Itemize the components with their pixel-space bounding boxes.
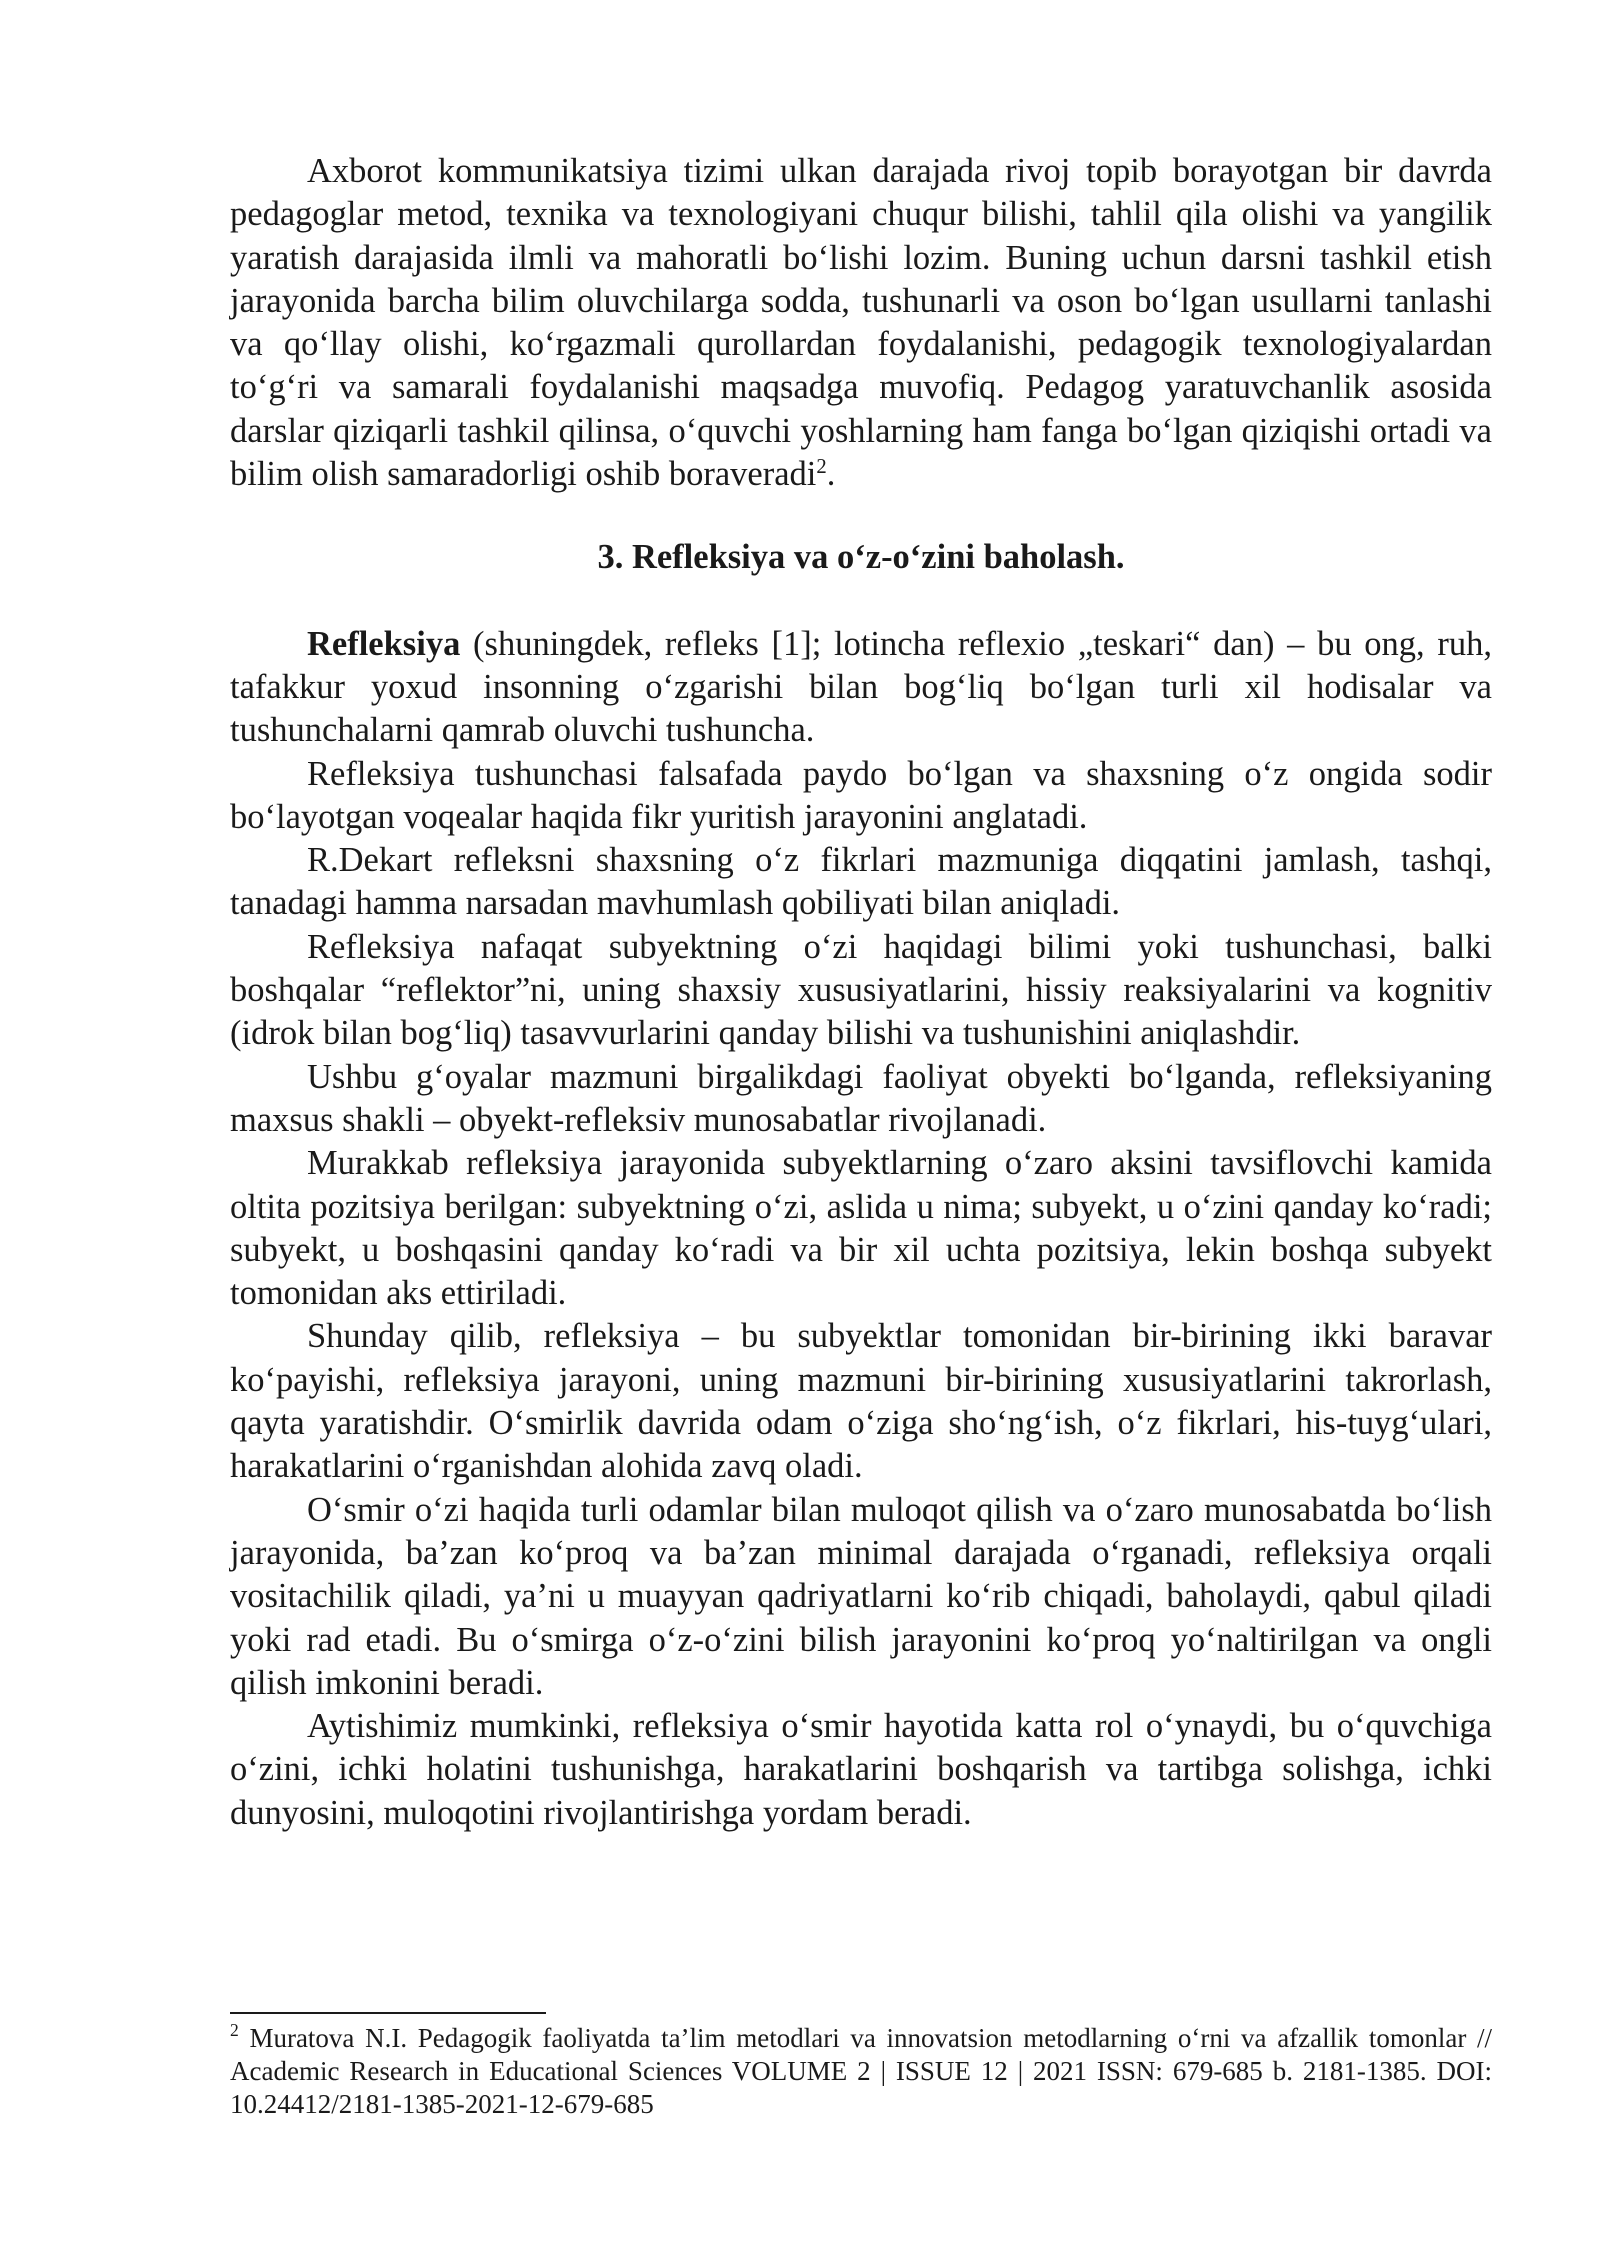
body-text [230, 150, 1492, 1835]
paragraph: Refleksiya tushunchasi falsafada paydo bo‘lgan va shaxsning o‘z ongida sodir bo‘layotgan voqealar haqida fikr yuritish jarayonini anglatadi. [230, 754, 1492, 836]
footnote-number: 2 [230, 2020, 239, 2041]
intro-paragraph-end: . [826, 455, 836, 494]
footnote-text: Muratova N.I. Pedagogik faoliyatda ta’lim metodlari va innovatsion metodlarning o‘rni va afzallik tomonlar // Academic Research in Educational Sciences VOLUME 2 | ISSUE 12 | 2021 ISSN: 679-685 b. 2181-1385. DOI: 10.24412/2181-1385-2021-12-679-685 [230, 2023, 1492, 2119]
definition-text: (shuningdek, refleks [1]; lotincha reflexio „teskari“ dan) – bu ong, ruh, tafakkur yoxud insonning o‘zgarishi bilan bog‘liq bo‘lgan turli xil hodisalar va tushunchalarni qamrab oluvchi tushuncha. [230, 624, 1492, 750]
section-heading: 3. Refleksiya va o‘z-o‘zini baholash. [597, 538, 1125, 577]
paragraph: Refleksiya nafaqat subyektning o‘zi haqidagi bilimi yoki tushunchasi, balki boshqalar “reflektor”ni, uning shaxsiy xususiyatlarini, hissiy reaksiyalarini va kognitiv (idrok bilan bog‘liq) tasavvurlarini qanday bilishi va tushunishini aniqlashdir. [230, 927, 1492, 1053]
definition-paragraph [230, 623, 1492, 753]
footnote [230, 2022, 1492, 2121]
paragraph: Shunday qilib, refleksiya – bu subyektlar tomonidan bir-birining ikki baravar ko‘payishi, refleksiya jarayoni, uning mazmuni bir-birining xususiyatlarini takrorlash, qayta yaratishdir. O‘smirlik davrida odam o‘ziga sho‘ng‘ish, o‘z fikrlari, his-tuyg‘ulari, harakatlarini o‘rganishdan alohida zavq oladi. [230, 1317, 1492, 1486]
paragraph: O‘smir o‘zi haqida turli odamlar bilan muloqot qilish va o‘zaro munosabatda bo‘lish jarayonida, ba’zan ko‘proq va ba’zan minimal darajada o‘rganadi, refleksiya orqali vositachilik qiladi, ya’ni u muayyan qadriyatlarni ko‘rib chiqadi, baholaydi, qabul qiladi yoki rad etadi. Bu o‘smirga o‘z-o‘zini bilish jarayonini ko‘proq yo‘naltirilgan va ongli qilish imkonini beradi. [230, 1490, 1492, 1702]
paragraph: Aytishimiz mumkinki, refleksiya o‘smir hayotida katta rol o‘ynaydi, bu o‘quvchiga o‘zini, ichki holatini tushunishga, harakatlarini boshqarish va tartibga solishga, ichki dunyosini, muloqotini rivojlantirishga yordam beradi. [230, 1707, 1492, 1832]
footnote-divider [230, 2012, 546, 2014]
definition-term: Refleksiya [307, 624, 461, 663]
paragraph: R.Dekart refleksni shaxsning o‘z fikrlari mazmuniga diqqatini jamlash, tashqi, tanadagi hamma narsadan mavhumlash qobiliyati bilan aniqladi. [230, 841, 1492, 923]
intro-paragraph-text: Axborot kommunikatsiya tizimi ulkan darajada rivoj topib borayotgan bir davrda pedagoglar metod, texnika va texnologiyani chuqur bilishi, tahlil qila olishi va yangilik yaratish darajasida ilmli va mahoratli bo‘lishi lozim. Buning uchun darsni tashkil etish jarayonida barcha bilim oluvchilarga sodda, tushunarli va oson bo‘lgan usullarni tanlashi va qo‘llay olishi, ko‘rgazmali qurollardan foydalanishi, pedagogik texnologiyalardan to‘g‘ri va samarali foydalanishi maqsadga muvofiq. Pedagog yaratuvchanlik asosida darslar qiziqarli tashkil qilinsa, o‘quvchi yoshlarning ham fanga bo‘lgan qiziqishi ortadi va bilim olish samaradorligi oshib boraveradi [230, 152, 1492, 494]
paragraph: Ushbu g‘oyalar mazmuni birgalikdagi faoliyat obyekti bo‘lganda, refleksiyaning maxsus shakli – obyekt-refleksiv munosabatlar rivojlanadi. [230, 1057, 1492, 1139]
intro-paragraph [230, 150, 1492, 496]
paragraph: Murakkab refleksiya jarayonida subyektlarning o‘zaro aksini tavsiflovchi kamida oltita pozitsiya berilgan: subyektning o‘zi, aslida u nima; subyekt, u o‘zini qanday ko‘radi; subyekt, u boshqasini qanday ko‘radi va bir xil uchta pozitsiya, lekin boshqa subyekt tomonidan aks ettiriladi. [230, 1144, 1492, 1313]
footnote-reference[interactable]: 2 [816, 455, 827, 478]
